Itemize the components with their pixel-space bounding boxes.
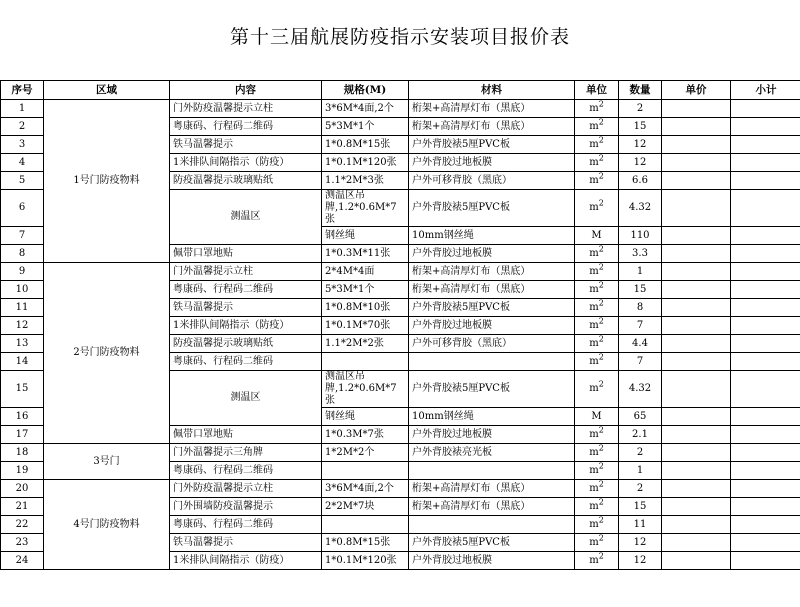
qty-cell: 15 [619, 498, 662, 516]
unit-superscript: 2 [598, 171, 604, 181]
qty-cell: 12 [619, 552, 662, 570]
content-cell: 粤康码、行程码二维码 [170, 118, 322, 136]
unit-cell [575, 136, 619, 154]
row-number: 11 [1, 299, 44, 317]
unit-superscript: 2 [598, 497, 604, 507]
material-cell: 10mm钢丝绳 [409, 408, 575, 426]
unit-superscript: 2 [598, 135, 604, 145]
qty-cell: 12 [619, 136, 662, 154]
price-cell [662, 462, 731, 480]
header-spec: 规格(M) [322, 81, 409, 100]
unit-base: m [589, 383, 599, 394]
spec-cell [322, 462, 409, 480]
spec-cell: 3*6M*4面,2个 [322, 100, 409, 118]
material-cell [409, 516, 575, 534]
material-cell: 户外背胶过地板膜 [409, 317, 575, 335]
content-cell: 佩带口罩地贴 [170, 245, 322, 263]
area-cell: 2号门防疫物料 [44, 263, 170, 444]
unit-cell [575, 516, 619, 534]
content-cell: 1米排队间隔指示（防疫） [170, 552, 322, 570]
subtotal-cell [731, 100, 800, 118]
unit-cell [575, 552, 619, 570]
subtotal-cell [731, 263, 800, 281]
spec-cell: 测温区吊牌,1.2*0.6M*7张 [322, 371, 409, 408]
price-cell [662, 136, 731, 154]
content-cell: 1米排队间隔指示（防疫） [170, 154, 322, 172]
content-cell: 铁马温馨提示 [170, 136, 322, 154]
subtotal-cell [731, 462, 800, 480]
unit-cell [575, 317, 619, 335]
unit-cell: M [575, 408, 619, 426]
unit-base: m [589, 554, 599, 566]
qty-cell: 2 [619, 444, 662, 462]
spec-cell: 1*0.1M*70张 [322, 317, 409, 335]
material-cell: 户外背胶裱亮光板 [409, 444, 575, 462]
unit-superscript: 2 [598, 316, 604, 326]
unit-cell [575, 480, 619, 498]
area-cell: 1号门防疫物料 [44, 100, 170, 263]
price-cell [662, 353, 731, 371]
qty-cell: 15 [619, 118, 662, 136]
row-number: 9 [1, 263, 44, 281]
unit-cell [575, 335, 619, 353]
subtotal-cell [731, 299, 800, 317]
material-cell: 桁架+高清厚灯布（黑底） [409, 100, 575, 118]
header-row [1, 81, 800, 100]
unit-cell [575, 426, 619, 444]
unit-base: m [589, 500, 599, 512]
unit-base: m [589, 174, 599, 186]
price-cell [662, 552, 731, 570]
table-row [1, 100, 800, 118]
unit-cell [575, 371, 619, 408]
row-number: 13 [1, 335, 44, 353]
unit-superscript: 2 [598, 334, 604, 344]
price-cell [662, 154, 731, 172]
material-cell: 户外可移背胶（黑底） [409, 335, 575, 353]
row-number: 20 [1, 480, 44, 498]
unit-base: m [589, 138, 599, 150]
spec-cell: 钢丝绳 [322, 227, 409, 245]
unit-superscript: 2 [598, 533, 604, 543]
subtotal-cell [731, 190, 800, 227]
subtotal-cell [731, 335, 800, 353]
unit-cell [575, 462, 619, 480]
unit-cell [575, 118, 619, 136]
qty-cell: 7 [619, 317, 662, 335]
row-number: 19 [1, 462, 44, 480]
qty-cell: 3.3 [619, 245, 662, 263]
row-number: 10 [1, 281, 44, 299]
qty-cell: 2 [619, 480, 662, 498]
price-cell [662, 263, 731, 281]
content-cell: 门外温馨提示三角牌 [170, 444, 322, 462]
content-cell: 防疫温馨提示玻璃贴纸 [170, 172, 322, 190]
content-cell: 门外围墙防疫温馨提示 [170, 498, 322, 516]
row-number: 22 [1, 516, 44, 534]
unit-base: m [589, 283, 599, 295]
unit-superscript: 2 [598, 244, 604, 254]
price-cell [662, 534, 731, 552]
unit-base: m [589, 319, 599, 331]
row-number: 1 [1, 100, 44, 118]
content-cell: 1米排队间隔指示（防疫） [170, 317, 322, 335]
qty-cell: 12 [619, 534, 662, 552]
material-cell: 户外背胶过地板膜 [409, 245, 575, 263]
unit-superscript: 2 [598, 425, 604, 435]
material-cell: 户外背胶裱5厘PVC板 [409, 534, 575, 552]
unit-cell [575, 154, 619, 172]
price-cell [662, 100, 731, 118]
unit-superscript: 2 [598, 352, 604, 362]
header-qty: 数量 [619, 81, 662, 100]
price-cell [662, 335, 731, 353]
price-cell [662, 227, 731, 245]
row-number: 21 [1, 498, 44, 516]
material-cell [409, 462, 575, 480]
unit-cell [575, 100, 619, 118]
unit-cell [575, 245, 619, 263]
row-number: 14 [1, 353, 44, 371]
spec-cell: 钢丝绳 [322, 408, 409, 426]
unit-base: m [589, 265, 599, 277]
subtotal-cell [731, 118, 800, 136]
unit-cell [575, 353, 619, 371]
material-cell: 10mm钢丝绳 [409, 227, 575, 245]
unit-base: m [589, 464, 599, 476]
unit-superscript: 2 [598, 153, 604, 163]
page-title: 第十三届航展防疫指示安装项目报价表 [229, 26, 570, 48]
content-cell: 佩带口罩地贴 [170, 426, 322, 444]
subtotal-cell [731, 136, 800, 154]
material-cell: 户外背胶过地板膜 [409, 154, 575, 172]
spec-cell: 1*2M*2个 [322, 444, 409, 462]
price-cell [662, 426, 731, 444]
unit-superscript: 2 [598, 515, 604, 525]
qty-cell: 65 [619, 408, 662, 426]
spec-cell: 5*3M*1个 [322, 118, 409, 136]
unit-cell [575, 299, 619, 317]
price-cell [662, 281, 731, 299]
unit-base: m [589, 337, 599, 349]
spec-cell: 3*6M*4面,2个 [322, 480, 409, 498]
spec-cell: 1*0.8M*10张 [322, 299, 409, 317]
subtotal-cell [731, 281, 800, 299]
qty-cell: 1 [619, 263, 662, 281]
unit-superscript: 2 [598, 99, 604, 109]
qty-cell: 2 [619, 100, 662, 118]
unit-base: m [589, 301, 599, 313]
material-cell: 桁架+高清厚灯布（黑底） [409, 118, 575, 136]
unit-cell [575, 281, 619, 299]
material-cell: 户外背胶裱5厘PVC板 [409, 136, 575, 154]
spec-cell: 5*3M*1个 [322, 281, 409, 299]
header-material: 材料 [409, 81, 575, 100]
spec-cell: 1*0.1M*120张 [322, 154, 409, 172]
qty-cell: 110 [619, 227, 662, 245]
price-cell [662, 480, 731, 498]
unit-base: m [589, 247, 599, 259]
content-cell: 测温区 [170, 371, 322, 426]
content-cell: 门外防疫温馨提示立柱 [170, 100, 322, 118]
unit-superscript: 2 [598, 117, 604, 127]
content-cell: 粤康码、行程码二维码 [170, 516, 322, 534]
material-cell: 户外背胶裱5厘PVC板 [409, 371, 575, 408]
qty-cell: 4.4 [619, 335, 662, 353]
row-number: 8 [1, 245, 44, 263]
unit-base: m [589, 518, 599, 530]
price-cell [662, 172, 731, 190]
unit-base: m [589, 156, 599, 168]
qty-cell: 7 [619, 353, 662, 371]
subtotal-cell [731, 227, 800, 245]
unit-cell: M [575, 227, 619, 245]
spec-cell: 2*2M*7块 [322, 498, 409, 516]
unit-cell [575, 190, 619, 227]
table-row [1, 480, 800, 498]
material-cell: 户外背胶裱5厘PVC板 [409, 299, 575, 317]
unit-superscript: 2 [598, 461, 604, 471]
area-cell: 3号门 [44, 444, 170, 480]
header-area: 区域 [44, 81, 170, 100]
price-cell [662, 190, 731, 227]
row-number: 2 [1, 118, 44, 136]
area-cell: 4号门防疫物料 [44, 480, 170, 570]
price-cell [662, 408, 731, 426]
unit-cell [575, 534, 619, 552]
price-cell [662, 118, 731, 136]
subtotal-cell [731, 353, 800, 371]
unit-superscript: 2 [598, 479, 604, 489]
unit-base: m [589, 428, 599, 440]
qty-cell: 6.6 [619, 172, 662, 190]
content-cell: 铁马温馨提示 [170, 299, 322, 317]
subtotal-cell [731, 552, 800, 570]
unit-base: m [589, 120, 599, 132]
qty-cell: 12 [619, 154, 662, 172]
content-cell: 防疫温馨提示玻璃贴纸 [170, 335, 322, 353]
material-cell: 户外背胶过地板膜 [409, 552, 575, 570]
qty-cell: 2.1 [619, 426, 662, 444]
unit-superscript: 2 [598, 443, 604, 453]
material-cell: 户外背胶裱5厘PVC板 [409, 190, 575, 227]
content-cell: 粤康码、行程码二维码 [170, 281, 322, 299]
subtotal-cell [731, 408, 800, 426]
unit-base: m [589, 482, 599, 494]
price-cell [662, 299, 731, 317]
row-number: 15 [1, 371, 44, 408]
price-cell [662, 498, 731, 516]
subtotal-cell [731, 154, 800, 172]
content-cell: 门外防疫温馨提示立柱 [170, 480, 322, 498]
content-cell: 粤康码、行程码二维码 [170, 353, 322, 371]
table-row [1, 444, 800, 462]
subtotal-cell [731, 444, 800, 462]
unit-superscript: 2 [598, 298, 604, 308]
price-cell [662, 516, 731, 534]
row-number: 5 [1, 172, 44, 190]
unit-base: m [589, 536, 599, 548]
unit-cell [575, 444, 619, 462]
row-number: 6 [1, 190, 44, 227]
unit-base: m [589, 102, 599, 114]
header-subtotal: 小计 [731, 81, 800, 100]
subtotal-cell [731, 516, 800, 534]
spec-cell: 1*0.8M*15张 [322, 534, 409, 552]
spec-cell: 1*0.3M*7张 [322, 426, 409, 444]
material-cell: 桁架+高清厚灯布（黑底） [409, 263, 575, 281]
unit-superscript: 2 [598, 551, 604, 561]
unit-cell [575, 172, 619, 190]
row-number: 18 [1, 444, 44, 462]
unit-cell [575, 498, 619, 516]
spec-cell: 2*4M*4面 [322, 263, 409, 281]
content-cell: 测温区 [170, 190, 322, 245]
content-cell: 铁马温馨提示 [170, 534, 322, 552]
qty-cell: 15 [619, 281, 662, 299]
row-number: 3 [1, 136, 44, 154]
subtotal-cell [731, 534, 800, 552]
price-cell [662, 444, 731, 462]
spec-cell: 1*0.1M*120张 [322, 552, 409, 570]
material-cell: 户外可移背胶（黑底） [409, 172, 575, 190]
material-cell: 桁架+高清厚灯布（黑底） [409, 480, 575, 498]
unit-base: m [589, 355, 599, 367]
unit-superscript: 2 [598, 262, 604, 272]
subtotal-cell [731, 480, 800, 498]
row-number: 16 [1, 408, 44, 426]
material-cell: 桁架+高清厚灯布（黑底） [409, 498, 575, 516]
subtotal-cell [731, 317, 800, 335]
qty-cell: 11 [619, 516, 662, 534]
spec-cell [322, 516, 409, 534]
spec-cell: 1.1*2M*2张 [322, 335, 409, 353]
table-row [1, 263, 800, 281]
unit-superscript: 2 [598, 198, 604, 208]
unit-base: m [589, 202, 599, 213]
subtotal-cell [731, 245, 800, 263]
row-number: 4 [1, 154, 44, 172]
spec-cell [322, 353, 409, 371]
header-price: 单价 [662, 81, 731, 100]
price-cell [662, 371, 731, 408]
qty-cell: 4.32 [619, 190, 662, 227]
header-unit: 单位 [575, 81, 619, 100]
quote-table [0, 80, 800, 570]
row-number: 24 [1, 552, 44, 570]
unit-base: m [589, 446, 599, 458]
spec-cell: 测温区吊牌,1.2*0.6M*7张 [322, 190, 409, 227]
header-no: 序号 [1, 81, 44, 100]
material-cell: 桁架+高清厚灯布（黑底） [409, 281, 575, 299]
unit-superscript: 2 [598, 379, 604, 389]
content-cell: 门外温馨提示立柱 [170, 263, 322, 281]
content-cell: 粤康码、行程码二维码 [170, 462, 322, 480]
material-cell [409, 353, 575, 371]
material-cell: 户外背胶过地板膜 [409, 426, 575, 444]
qty-cell: 1 [619, 462, 662, 480]
header-content: 内容 [170, 81, 322, 100]
spec-cell: 1*0.8M*15张 [322, 136, 409, 154]
price-cell [662, 245, 731, 263]
subtotal-cell [731, 498, 800, 516]
row-number: 23 [1, 534, 44, 552]
spec-cell: 1*0.3M*11张 [322, 245, 409, 263]
row-number: 7 [1, 227, 44, 245]
unit-cell [575, 263, 619, 281]
qty-cell: 4.32 [619, 371, 662, 408]
price-cell [662, 317, 731, 335]
spec-cell: 1.1*2M*3张 [322, 172, 409, 190]
subtotal-cell [731, 426, 800, 444]
qty-cell: 8 [619, 299, 662, 317]
subtotal-cell [731, 371, 800, 408]
subtotal-cell [731, 172, 800, 190]
row-number: 17 [1, 426, 44, 444]
unit-superscript: 2 [598, 280, 604, 290]
row-number: 12 [1, 317, 44, 335]
